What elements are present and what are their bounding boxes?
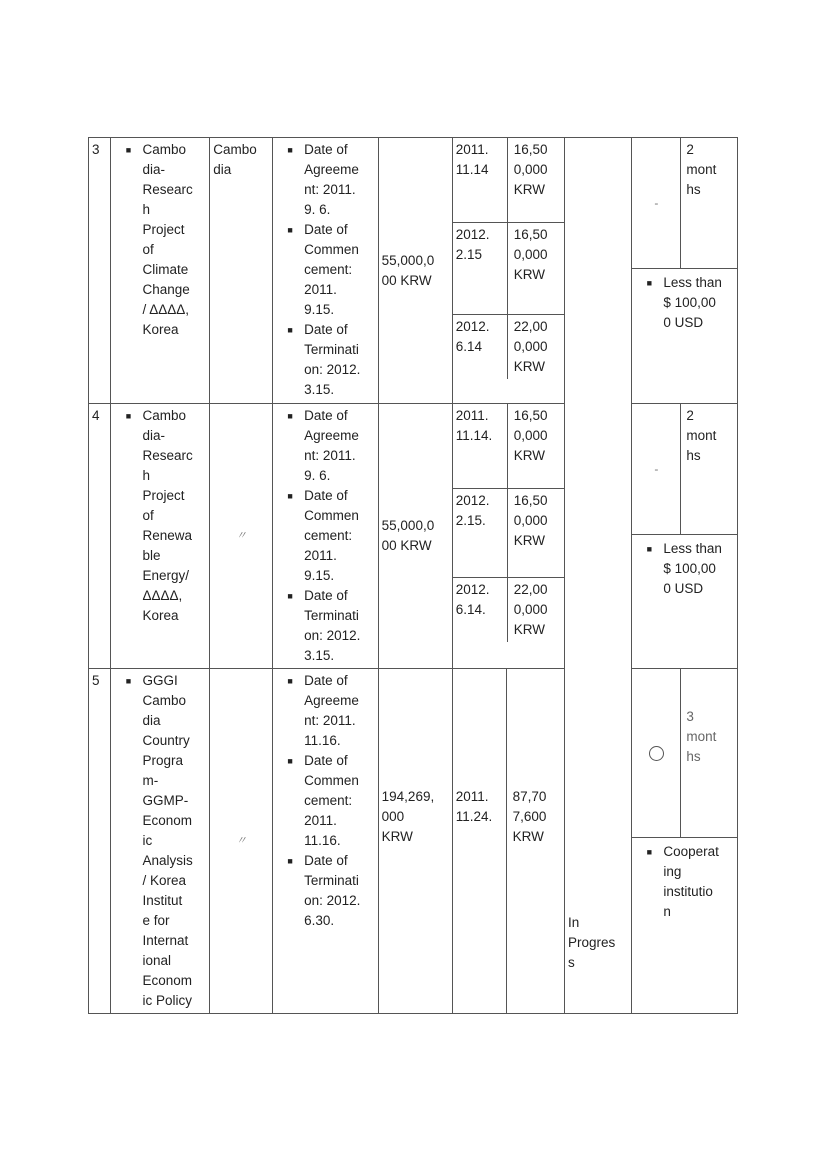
- dates-cell: [273, 669, 379, 1014]
- bullet-icon: ■: [125, 676, 132, 686]
- duration-mark: -: [632, 404, 681, 534]
- project-name: Cambo dia- Researc h Project of Renewa ble Energy/ ΔΔΔΔ, Korea: [142, 408, 193, 623]
- agreement-date: Date of Agreeme nt: 2011. 9. 6.: [304, 408, 359, 483]
- payment-entry: [453, 138, 564, 223]
- payment-amount: 22,00 0,000 KRW: [513, 319, 548, 374]
- project-name-cell: [111, 669, 210, 1014]
- note-text: Less than $ 100,00 0 USD: [663, 541, 722, 596]
- ditto-mark: 〃: [235, 835, 247, 847]
- status-cell: [565, 138, 632, 1014]
- duration-text: 2 mont hs: [686, 408, 717, 463]
- commencement-date: Date of Commen cement: 2011. 9.15.: [304, 488, 359, 583]
- payment-amount: 16,50 0,000 KRW: [513, 493, 548, 548]
- dates-cell: [273, 138, 379, 404]
- duration-text: 3 mont hs: [686, 709, 717, 764]
- payment-date: 2011. 11.24.: [452, 669, 506, 1014]
- table-row: [89, 669, 738, 1014]
- project-name-cell: [111, 138, 210, 404]
- payment-entry: [453, 489, 564, 578]
- bullet-icon: ■: [646, 278, 653, 288]
- dates-cell: [273, 404, 379, 669]
- row-number: 3: [89, 138, 111, 404]
- bullet-icon: ■: [287, 591, 293, 601]
- payment-date: 2012. 6.14.: [453, 578, 508, 642]
- commencement-date: Date of Commen cement: 2011. 9.15.: [304, 222, 359, 317]
- budget-cell: 55,000,0 00 KRW: [378, 138, 452, 404]
- bullet-icon: ■: [646, 847, 653, 857]
- bullet-icon: ■: [287, 411, 293, 421]
- project-name: GGGI Cambo dia Country Progra m- GGMP- Econom ic Analysis / Korea Institut e for Internat ional Econom ic Policy: [142, 673, 193, 1008]
- payment-amount: 16,50 0,000 KRW: [513, 142, 548, 197]
- payments-cell: [452, 404, 564, 669]
- payment-date: 2012. 6.14: [453, 315, 508, 379]
- payment-amount: 16,50 0,000 KRW: [513, 227, 548, 282]
- duration-note-cell: [632, 138, 738, 404]
- note-text: Less than $ 100,00 0 USD: [663, 275, 722, 330]
- table-row: [89, 404, 738, 669]
- budget-cell: 55,000,0 00 KRW: [378, 404, 452, 669]
- bullet-icon: ■: [287, 225, 293, 235]
- payment-entry: [453, 223, 564, 315]
- budget-cell: 194,269, 000 KRW: [378, 669, 452, 1014]
- circle-icon: [649, 746, 664, 761]
- duration-text: 2 mont hs: [686, 142, 717, 197]
- bullet-icon: ■: [287, 856, 293, 866]
- payment-date: 2011. 11.14.: [453, 404, 508, 488]
- payment-date: 2011. 11.14: [453, 138, 508, 222]
- note-text: Cooperat ing institutio n: [663, 844, 719, 919]
- bullet-icon: ■: [287, 756, 293, 766]
- payment-amount: 87,70 7,600 KRW: [506, 669, 564, 1014]
- agreement-date: Date of Agreeme nt: 2011. 9. 6.: [304, 142, 359, 217]
- project-name-cell: [111, 404, 210, 669]
- termination-date: Date of Terminati on: 2012. 3.15.: [304, 322, 361, 397]
- country-cell: Cambo dia: [210, 138, 273, 404]
- agreement-date: Date of Agreeme nt: 2011. 11.16.: [304, 673, 359, 748]
- row-number: 4: [89, 404, 111, 669]
- payment-amount: 22,00 0,000 KRW: [513, 582, 548, 637]
- project-table: [88, 137, 738, 1014]
- termination-date: Date of Terminati on: 2012. 6.30.: [304, 853, 361, 928]
- duration-note-cell: [632, 404, 738, 669]
- payment-amount: 16,50 0,000 KRW: [513, 408, 548, 463]
- duration-mark: -: [632, 138, 681, 268]
- payment-entry: [453, 404, 564, 489]
- payment-entry: [453, 578, 564, 642]
- table-row: [89, 138, 738, 404]
- bullet-icon: ■: [646, 544, 653, 554]
- payment-date: 2012. 2.15: [453, 223, 508, 314]
- row-number: 5: [89, 669, 111, 1014]
- duration-note-cell: [632, 669, 738, 1014]
- country-cell: [210, 404, 273, 669]
- payment-entry: [453, 315, 564, 379]
- termination-date: Date of Terminati on: 2012. 3.15.: [304, 588, 361, 663]
- bullet-icon: ■: [287, 325, 293, 335]
- bullet-icon: ■: [125, 145, 132, 155]
- payment-date: 2012. 2.15.: [453, 489, 508, 577]
- ditto-mark: 〃: [235, 530, 247, 542]
- bullet-icon: ■: [125, 411, 132, 421]
- bullet-icon: ■: [287, 676, 293, 686]
- payments-cell: [452, 138, 564, 404]
- bullet-icon: ■: [287, 145, 293, 155]
- commencement-date: Date of Commen cement: 2011. 11.16.: [304, 753, 359, 848]
- status-text: In Progres s: [568, 915, 616, 970]
- country-cell: [210, 669, 273, 1014]
- bullet-icon: ■: [287, 491, 293, 501]
- project-name: Cambo dia- Researc h Project of Climate Change / ΔΔΔΔ, Korea: [142, 142, 193, 337]
